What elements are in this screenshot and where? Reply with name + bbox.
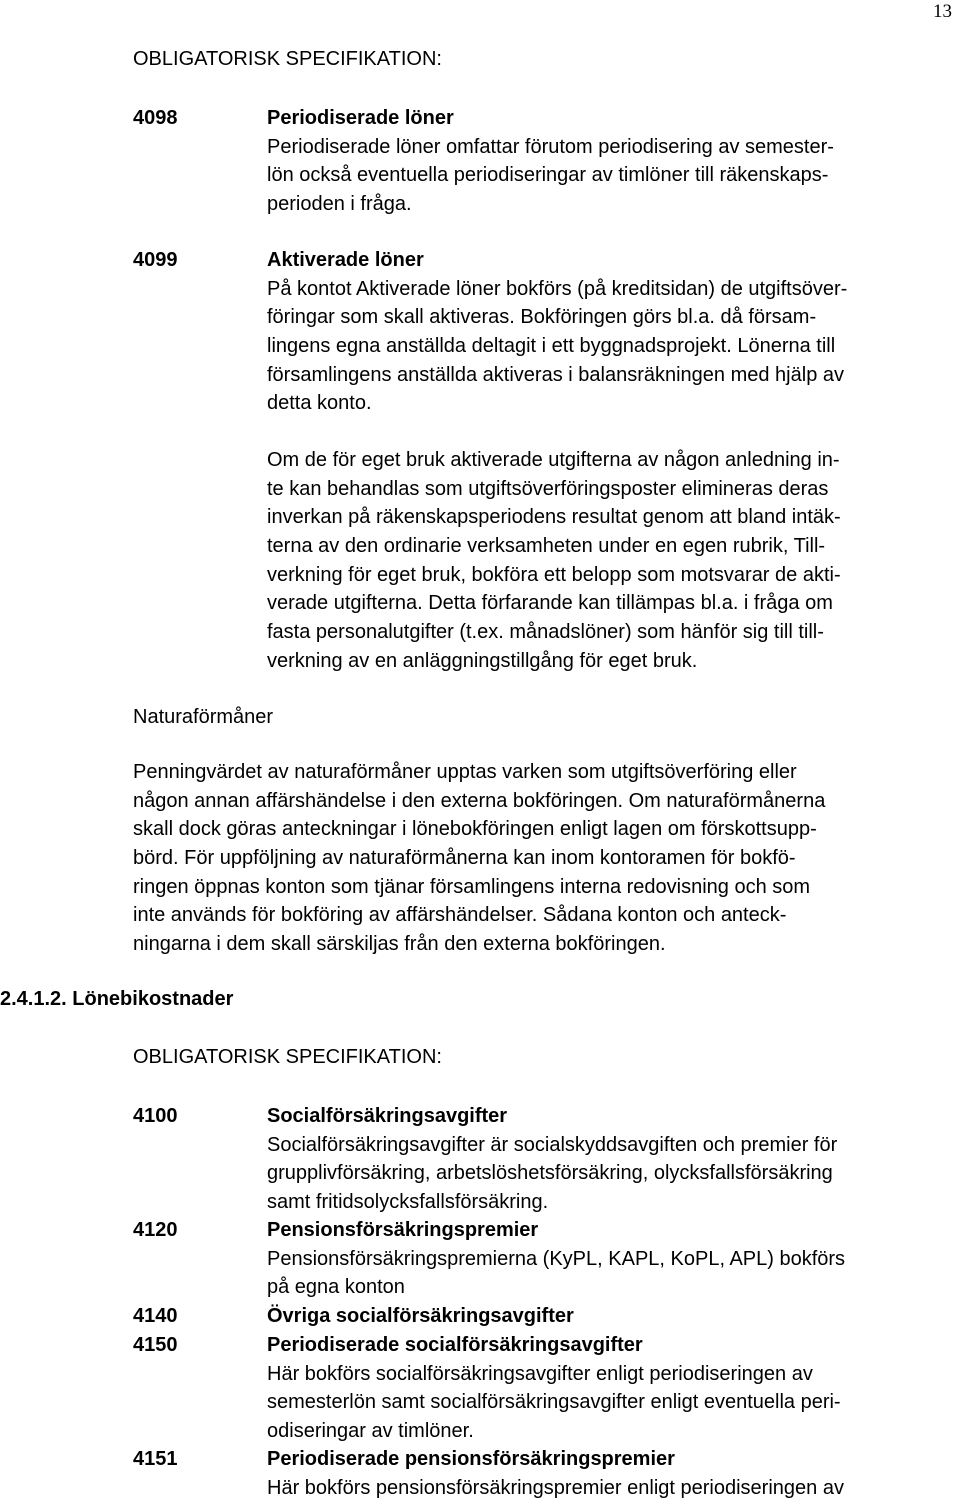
account-code-4150: 4150: [133, 1334, 178, 1356]
body-line: samt fritidsolycksfallsförsäkring.: [267, 1191, 549, 1214]
body-line: verade utgifterna. Detta förfarande kan tillämpas bl.a. i fråga om: [267, 592, 833, 615]
account-entry-4120: [267, 1216, 957, 1302]
account-code-4099: 4099: [133, 249, 178, 271]
account-4099-paragraph-2: [267, 446, 957, 676]
body-line: någon annan affärshändelse i den externa bokföringen. Om naturaförmånerna: [133, 789, 826, 812]
account-code-4151: 4151: [133, 1448, 178, 1470]
body-line: lön också eventuella periodiseringar av timlöner till räkenskaps-: [267, 164, 829, 187]
body-line: semesterlön samt socialförsäkringsavgifter enligt eventuella peri-: [267, 1391, 841, 1414]
spec-heading-2: OBLIGATORISK SPECIFIKATION:: [133, 1046, 442, 1068]
body-line: terna av den ordinarie verksamheten under en egen rubrik, Till-: [267, 535, 826, 558]
account-entry-4151: [267, 1445, 957, 1502]
account-entry-4098: [267, 104, 957, 219]
body-line: lingens egna anställda deltagit i ett byggnadsprojekt. Lönerna till: [267, 335, 836, 358]
body-line: Periodiserade löner omfattar förutom periodisering av semester-: [267, 135, 834, 158]
naturaformaner-paragraph: [133, 758, 957, 959]
body-line: odiseringar av timlöner.: [267, 1420, 474, 1443]
naturaformaner-heading: Naturaförmåner: [133, 706, 274, 728]
body-line: Om de för eget bruk aktiverade utgifterna av någon anledning in-: [267, 449, 840, 471]
account-title: Övriga socialförsäkringsavgifter: [267, 1305, 574, 1327]
account-title: Periodiserade löner: [267, 107, 454, 129]
body-line: Pensionsförsäkringspremierna (KyPL, KAPL, KoPL, APL) bokförs: [267, 1247, 846, 1270]
section-heading: 2.4.1.2. Lönebikostnader: [0, 988, 234, 1010]
body-line: Här bokförs socialförsäkringsavgifter enligt periodiseringen av: [267, 1362, 813, 1385]
body-line: fasta personalutgifter (t.ex. månadslöner) som hänför sig till till-: [267, 621, 824, 644]
body-line: verkning av en anläggningstillgång för eget bruk.: [267, 649, 698, 672]
account-code-4120: 4120: [133, 1219, 178, 1241]
body-line: skall dock göras anteckningar i lönebokföringen enligt lagen om förskottsupp-: [133, 818, 817, 841]
account-title: Periodiserade socialförsäkringsavgifter: [267, 1334, 643, 1356]
body-line: på egna konton: [267, 1276, 405, 1299]
body-line: [267, 418, 957, 447]
account-code-4140: 4140: [133, 1305, 178, 1327]
body-line: te kan behandlas som utgiftsöverföringsposter elimineras deras: [267, 477, 829, 500]
account-entry-4100: [267, 1102, 957, 1217]
body-line: föringar som skall aktiveras. Bokföringen görs bl.a. då försam-: [267, 306, 817, 329]
spec-heading-1: OBLIGATORISK SPECIFIKATION:: [133, 48, 442, 70]
page-number: 13: [933, 1, 952, 22]
account-entry-4150: [267, 1331, 957, 1446]
body-line: verkning för eget bruk, bokföra ett belopp som motsvarar de akti-: [267, 563, 841, 586]
body-line: ringen öppnas konton som tjänar församlingens interna redovisning och som: [133, 875, 811, 898]
body-line: detta konto.: [267, 392, 372, 415]
body-line: Här bokförs pensionsförsäkringspremier enligt periodiseringen av: [267, 1476, 844, 1499]
account-code-4100: 4100: [133, 1105, 178, 1127]
account-title: Socialförsäkringsavgifter: [267, 1105, 508, 1127]
body-line: grupplivförsäkring, arbetslöshetsförsäkring, olycksfallsförsäkring: [267, 1162, 833, 1185]
account-title: Pensionsförsäkringspremier: [267, 1219, 539, 1241]
body-line: Socialförsäkringsavgifter är socialskyddsavgiften och premier för: [267, 1133, 838, 1156]
body-line: börd. För uppföljning av naturaförmånerna kan inom kontoramen för bokfö-: [133, 847, 796, 870]
body-line: inte används för bokföring av affärshändelser. Sådana konton och anteck-: [133, 904, 787, 927]
body-line: Penningvärdet av naturaförmåner upptas varken som utgiftsöverföring eller: [133, 761, 797, 783]
account-entry-4099: [267, 246, 957, 447]
account-code-4098: 4098: [133, 107, 178, 129]
body-line: perioden i fråga.: [267, 193, 412, 216]
body-line: På kontot Aktiverade löner bokförs (på kreditsidan) de utgiftsöver-: [267, 277, 848, 300]
account-entry-4140: [267, 1302, 957, 1331]
account-title: Periodiserade pensionsförsäkringspremier: [267, 1448, 675, 1470]
body-line: församlingens anställda aktiveras i balansräkningen med hjälp av: [267, 363, 844, 386]
body-line: inverkan på räkenskapsperiodens resultat genom att bland intäk-: [267, 506, 841, 529]
body-line: ningarna i dem skall särskiljas från den externa bokföringen.: [133, 933, 666, 956]
account-title: Aktiverade löner: [267, 249, 424, 271]
